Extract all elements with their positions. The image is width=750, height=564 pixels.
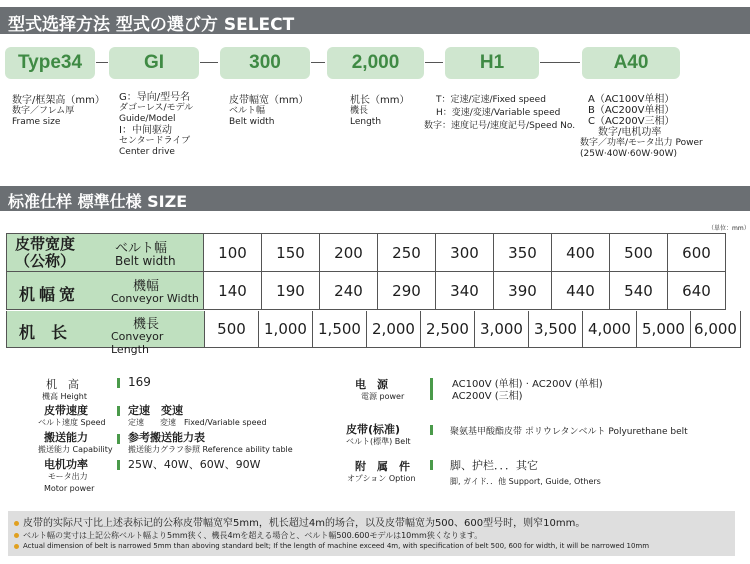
separator: [311, 62, 325, 63]
unit-label: （単位：mm）: [708, 225, 750, 232]
code-belt-width: 300: [220, 47, 310, 79]
row-header: 机 长 機長 Conveyor Length: [7, 311, 205, 347]
note-frame: 数字/框架高（mm） 数字／フレム厚 Frame size: [12, 95, 105, 127]
spec-options-value: 脚、护栏．．．其它 脚, ガイド．．他 Support, Guide, Others: [450, 459, 601, 486]
table-cell: 3,500: [529, 311, 583, 347]
size-title: 标准仕样 標準仕様 SIZE: [8, 192, 188, 211]
table-row-belt-width: [7, 234, 726, 272]
table-cell: 4,000: [583, 311, 637, 347]
separator: [425, 62, 443, 63]
spec-power-value: AC100V (单相) · AC200V (单相) AC200V (三相): [452, 379, 603, 402]
table-row-conveyor-width: [7, 272, 726, 310]
table-cell: 6,000: [694, 320, 737, 338]
size-table: [6, 233, 726, 310]
divider: [117, 434, 120, 444]
spec-power-label: 电 源 電源 power: [355, 378, 405, 401]
divider: [430, 425, 433, 435]
footnote-line-jp: ベルト幅の実寸は上記公称ベルト幅より5mm狭く、機長4mを超える場合と、ベルト幅500.600モデルは10mm狭くなります。: [14, 530, 482, 541]
table-cell: 500: [205, 311, 259, 347]
spec-belt-value: 聚氨基甲酸酯皮带 ポリウレタンベルト Polyurethane belt: [450, 427, 688, 437]
table-cell: 350: [494, 234, 552, 272]
divider: [430, 460, 433, 470]
table-cell: 1,000: [259, 311, 313, 347]
code-power: A40: [582, 47, 680, 79]
note-speed: T：定速/定速/Fixed speed H：变速/変速/Variable speed 数字：速度记号/速度記号/Speed No.: [424, 95, 576, 131]
table-cell: 190: [262, 272, 320, 310]
separator: [96, 62, 108, 63]
table-cell: 250: [378, 234, 436, 272]
divider: [430, 378, 433, 400]
note-length: 机长（mm） 機長 Length: [350, 95, 410, 127]
divider: [117, 406, 120, 416]
table-cell: 540: [610, 272, 668, 310]
table-cell: 390: [494, 272, 552, 310]
table-cell: 2,000: [367, 311, 421, 347]
spec-options-label: 附 属 件 オプション Option: [347, 460, 416, 483]
table-cell: 300: [436, 234, 494, 272]
code-length: 2,000: [327, 47, 424, 79]
spec-capacity-value: 参考搬送能力表 搬送能力グラフ参照 Reference ability table: [128, 431, 293, 454]
table-cell: 200: [320, 234, 378, 272]
table-cell: 5,000: [637, 311, 691, 347]
size-section-header: [0, 186, 750, 211]
spec-speed-label: 皮带速度 ベルト速度 Speed: [38, 404, 106, 427]
table-cell: 400: [552, 234, 610, 272]
note-belt-width: 皮带幅宽（mm） ベルト幅 Belt width: [229, 95, 309, 127]
table-cell: 640: [668, 272, 726, 310]
code-model: GI: [109, 47, 199, 79]
spec-belt-label: 皮带(标准) ベルト(標準) Belt: [346, 423, 411, 446]
table-cell: 140: [204, 272, 262, 310]
table-cell: 340: [436, 272, 494, 310]
note-guide: G：导向/型号名 ダゴーレス/モデル Guide/Model I：中间驱动 センタードライブ Center drive: [119, 92, 194, 157]
spec-capacity-label: 搬送能力 搬送能力 Capability: [38, 431, 113, 454]
note-power: A（AC100V单相） B（AC200V单相） C（AC200V三相） 数字/电机功率 数字／功率/モータ出力 Power (25W·40W·60W·90W): [580, 94, 703, 159]
code-type: Type34: [5, 47, 95, 79]
spec-height-value: 169: [128, 375, 151, 389]
row-header: 皮带宽度（公称） ベルト幅 Belt width: [7, 234, 204, 272]
bullet-icon: [14, 544, 19, 549]
spec-height-label: 机 高 機高 Height: [42, 378, 87, 401]
spec-motor-value: 25W、40W、60W、90W: [128, 458, 261, 471]
table-row-conveyor-length: [6, 311, 741, 356]
table-cell: 600: [668, 234, 726, 272]
table-cell: 2,500: [421, 311, 475, 347]
select-section-header: [0, 7, 750, 34]
table-cell: 150: [262, 234, 320, 272]
table-cell: 100: [204, 234, 262, 272]
spec-speed-value: 定速 变速 定速 変速 Fixed/Variable speed: [128, 404, 267, 427]
bullet-icon: [14, 521, 19, 526]
separator: [540, 62, 580, 63]
table-cell: 240: [320, 272, 378, 310]
bullet-icon: [14, 533, 19, 538]
separator: [200, 62, 218, 63]
row-header: 机幅宽 機幅 Conveyor Width: [7, 272, 204, 310]
divider: [117, 378, 120, 388]
spec-motor-label: 电机功率 モータ出力 Motor power: [44, 458, 95, 493]
code-speed: H1: [445, 47, 539, 79]
table-cell: 290: [378, 272, 436, 310]
table-cell: 500: [610, 234, 668, 272]
table-cell: 1,500: [313, 311, 367, 347]
select-title: 型式选择方法 型式の選び方 SELECT: [8, 15, 295, 35]
footnote-line-en: Actual dimension of belt is narrowed 5mm than aboving standard belt; If the length of machine exceed 4m, with specification of belt 500, 600 for width, it will be narrowed 10mm: [14, 542, 649, 550]
divider: [117, 460, 120, 470]
table-cell: 3,000: [475, 311, 529, 347]
footnote-line-cn: 皮带的实际尺寸比上述表标记的公称皮带幅宽窄5mm，机长超过4m的场合，以及皮带幅宽为500、600型号时，则窄10mm。: [14, 514, 585, 529]
footnote-box: [8, 511, 735, 556]
table-cell: 440: [552, 272, 610, 310]
